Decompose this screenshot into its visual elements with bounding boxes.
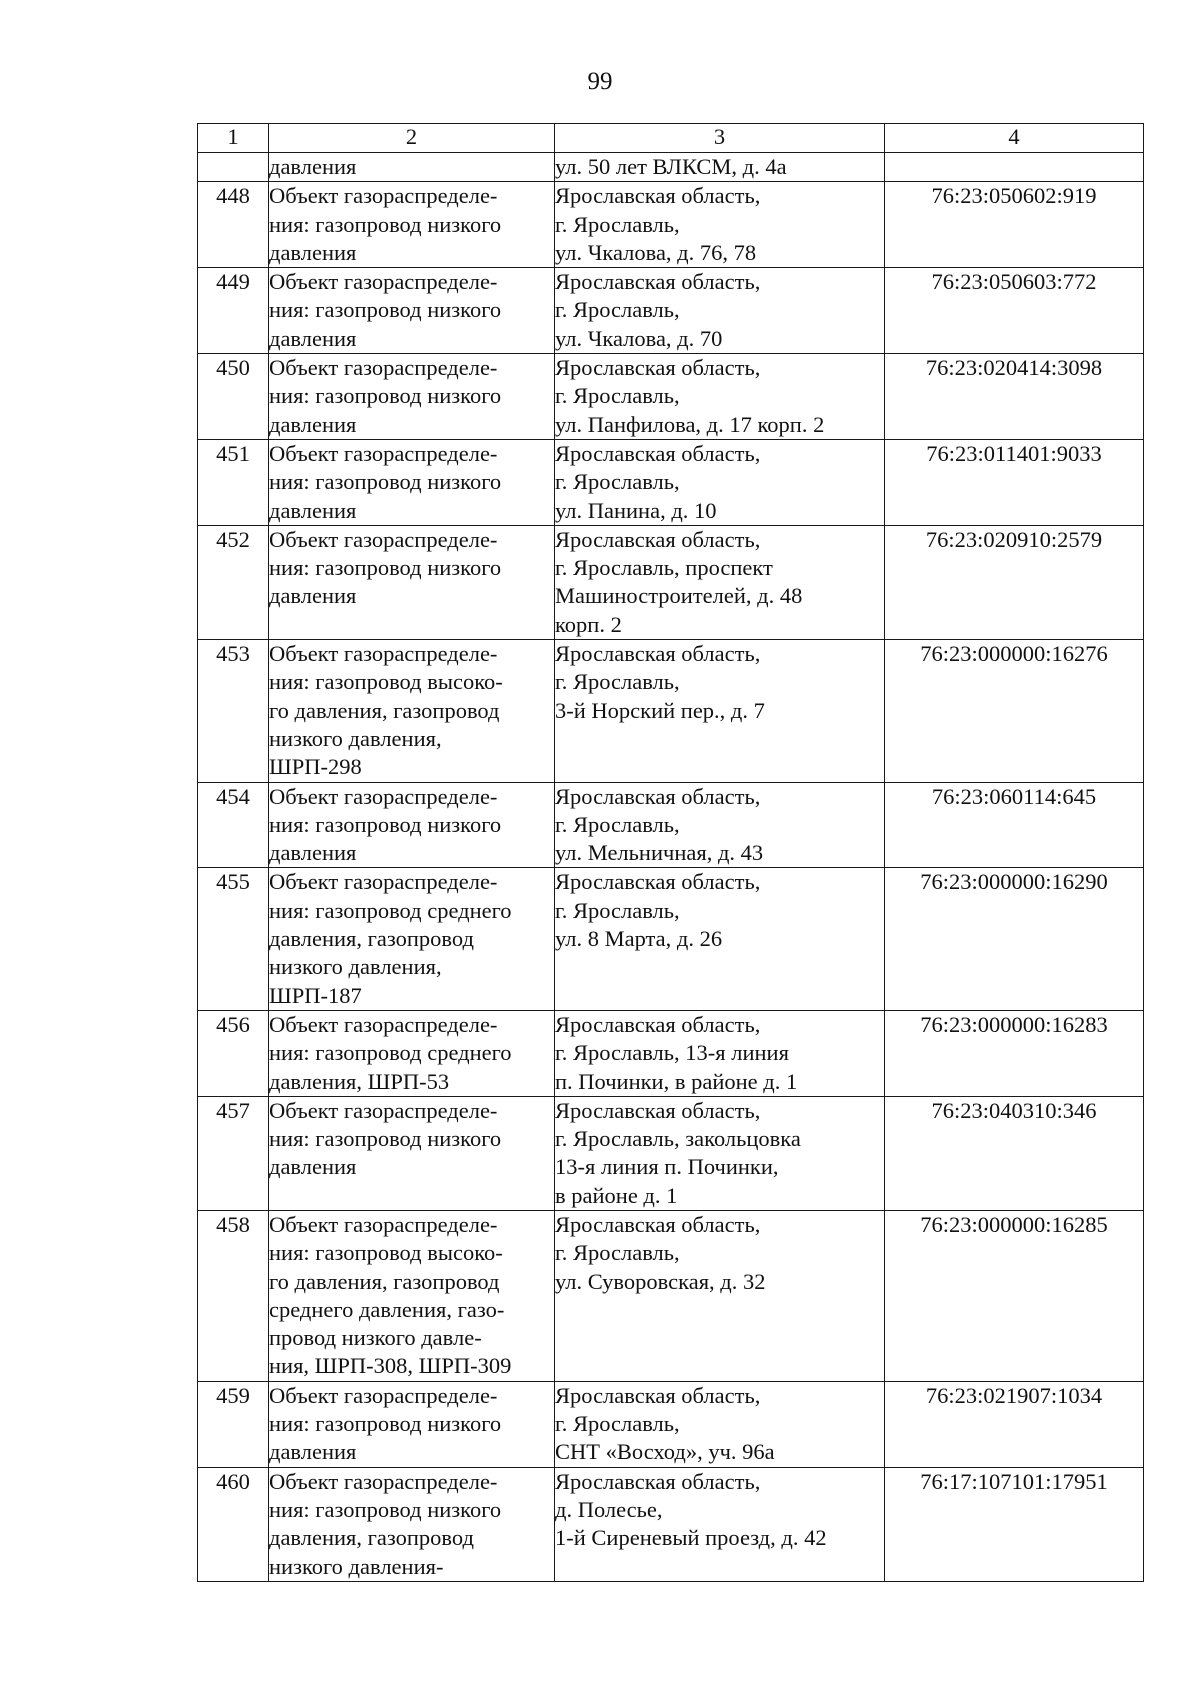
cadastral-number: 76:23:050603:772	[885, 268, 1144, 354]
table-row	[198, 868, 1144, 1010]
cadastral-number: 76:23:020414:3098	[885, 354, 1144, 440]
column-header-3: 3	[555, 124, 885, 153]
object-address: Ярославская область, г. Ярославль, проспект Машиностроителей, д. 48 корп. 2	[555, 525, 885, 639]
column-number-header-row	[198, 124, 1144, 153]
object-name: давления	[269, 153, 555, 182]
object-address: Ярославская область, г. Ярославль, 3-й Норский пер., д. 7	[555, 640, 885, 782]
registry-table	[197, 123, 1144, 1582]
object-name: Объект газораспределе- ния: газопровод низкого давления	[269, 1381, 555, 1467]
cadastral-number: 76:23:000000:16290	[885, 868, 1144, 1010]
object-name: Объект газораспределе- ния: газопровод низкого давления, газопровод низкого давления-	[269, 1467, 555, 1581]
table-row	[198, 1010, 1144, 1096]
row-number: 450	[198, 354, 269, 440]
object-name: Объект газораспределе- ния: газопровод низкого давления	[269, 1096, 555, 1210]
row-number: 457	[198, 1096, 269, 1210]
object-name: Объект газораспределе- ния: газопровод высоко- го давления, газопровод низкого давления, ШРП-298	[269, 640, 555, 782]
table-row	[198, 1096, 1144, 1210]
object-name: Объект газораспределе- ния: газопровод среднего давления, газопровод низкого давления, ШРП-187	[269, 868, 555, 1010]
table-row	[198, 782, 1144, 868]
cadastral-number: 76:23:000000:16283	[885, 1010, 1144, 1096]
row-number	[198, 153, 269, 182]
column-header-1: 1	[198, 124, 269, 153]
row-number: 459	[198, 1381, 269, 1467]
table-row	[198, 1210, 1144, 1381]
object-name: Объект газораспределе- ния: газопровод низкого давления	[269, 439, 555, 525]
table-row	[198, 439, 1144, 525]
object-name: Объект газораспределе- ния: газопровод низкого давления	[269, 525, 555, 639]
cadastral-number: 76:23:020910:2579	[885, 525, 1144, 639]
table-row	[198, 354, 1144, 440]
object-address: Ярославская область, г. Ярославль, 13-я линия п. Починки, в районе д. 1	[555, 1010, 885, 1096]
object-name: Объект газораспределе- ния: газопровод высоко- го давления, газопровод среднего давления, газо- провод низкого давле- ния, ШРП-308, ШРП-309	[269, 1210, 555, 1381]
object-name: Объект газораспределе- ния: газопровод низкого давления	[269, 354, 555, 440]
object-name: Объект газораспределе- ния: газопровод среднего давления, ШРП-53	[269, 1010, 555, 1096]
cadastral-number: 76:17:107101:17951	[885, 1467, 1144, 1581]
object-name: Объект газораспределе- ния: газопровод низкого давления	[269, 182, 555, 268]
row-number: 451	[198, 439, 269, 525]
object-address: Ярославская область, г. Ярославль, ул. Чкалова, д. 76, 78	[555, 182, 885, 268]
row-number: 456	[198, 1010, 269, 1096]
object-address: Ярославская область, г. Ярославль, ул. Чкалова, д. 70	[555, 268, 885, 354]
object-name: Объект газораспределе- ния: газопровод низкого давления	[269, 782, 555, 868]
object-address: Ярославская область, г. Ярославль, ул. Мельничная, д. 43	[555, 782, 885, 868]
cadastral-number: 76:23:021907:1034	[885, 1381, 1144, 1467]
table-row	[198, 182, 1144, 268]
object-address: Ярославская область, д. Полесье, 1-й Сиреневый проезд, д. 42	[555, 1467, 885, 1581]
cadastral-number: 76:23:011401:9033	[885, 439, 1144, 525]
row-number: 454	[198, 782, 269, 868]
row-number: 460	[198, 1467, 269, 1581]
table-row	[198, 1381, 1144, 1467]
table-row	[198, 1467, 1144, 1581]
object-address: Ярославская область, г. Ярославль, закольцовка 13-я линия п. Починки, в районе д. 1	[555, 1096, 885, 1210]
cadastral-number: 76:23:060114:645	[885, 782, 1144, 868]
page-number: 99	[587, 68, 613, 95]
table-row	[198, 268, 1144, 354]
object-address: Ярославская область, г. Ярославль, ул. Панфилова, д. 17 корп. 2	[555, 354, 885, 440]
table-row	[198, 640, 1144, 782]
continuation-row	[198, 153, 1144, 182]
cadastral-number: 76:23:040310:346	[885, 1096, 1144, 1210]
object-address: ул. 50 лет ВЛКСМ, д. 4а	[555, 153, 885, 182]
cadastral-number: 76:23:050602:919	[885, 182, 1144, 268]
object-address: Ярославская область, г. Ярославль, ул. Суворовская, д. 32	[555, 1210, 885, 1381]
object-address: Ярославская область, г. Ярославль, ул. Панина, д. 10	[555, 439, 885, 525]
table-row	[198, 525, 1144, 639]
object-address: Ярославская область, г. Ярославль, СНТ «Восход», уч. 96а	[555, 1381, 885, 1467]
cadastral-number	[885, 153, 1144, 182]
row-number: 453	[198, 640, 269, 782]
object-address: Ярославская область, г. Ярославль, ул. 8 Марта, д. 26	[555, 868, 885, 1010]
column-header-4: 4	[885, 124, 1144, 153]
row-number: 448	[198, 182, 269, 268]
row-number: 449	[198, 268, 269, 354]
column-header-2: 2	[269, 124, 555, 153]
cadastral-number: 76:23:000000:16285	[885, 1210, 1144, 1381]
row-number: 458	[198, 1210, 269, 1381]
row-number: 452	[198, 525, 269, 639]
object-name: Объект газораспределе- ния: газопровод низкого давления	[269, 268, 555, 354]
row-number: 455	[198, 868, 269, 1010]
cadastral-number: 76:23:000000:16276	[885, 640, 1144, 782]
